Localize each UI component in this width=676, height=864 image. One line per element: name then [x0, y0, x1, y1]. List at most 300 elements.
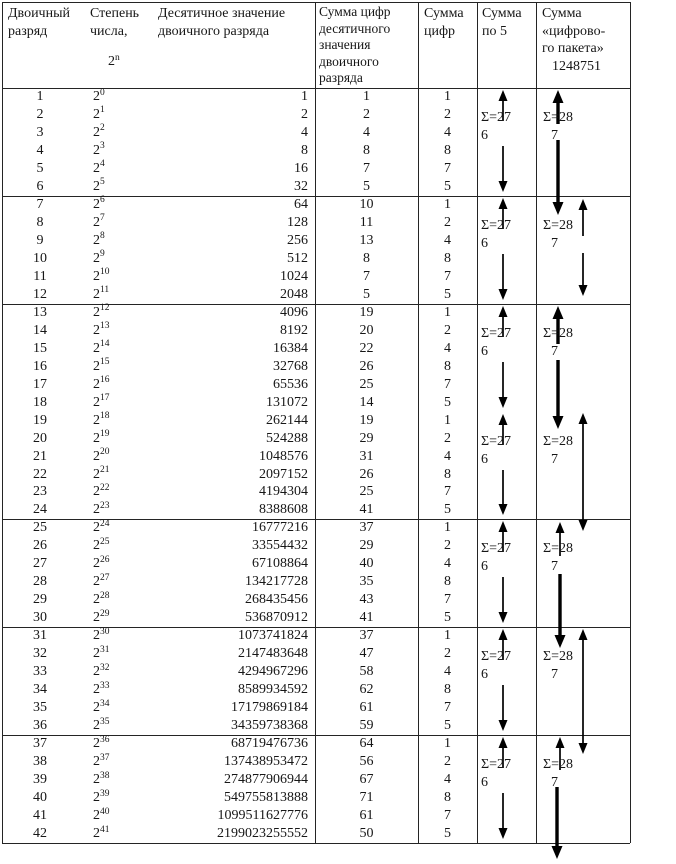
cell-decimal-value: 32768 [273, 358, 308, 374]
column-header-decimal-digit-sum-line1: Сумма цифр [319, 4, 391, 19]
down-arrow [553, 360, 564, 429]
cell-decimal-digit-sum: 8 [363, 142, 370, 158]
power-base: 2 [93, 430, 100, 446]
cell-decimal-digit-sum: 37 [359, 628, 374, 644]
power-base: 2 [93, 502, 100, 518]
cell-decimal-digit-sum: 62 [359, 682, 374, 698]
power-base: 2 [93, 628, 100, 644]
power-base: 2 [93, 538, 100, 554]
cell-decimal-digit-sum: 67 [359, 772, 374, 788]
cell-digit-sum: 2 [444, 430, 451, 446]
power-exponent: 22 [100, 482, 110, 493]
cell-decimal-value: 17179869184 [231, 700, 308, 716]
power-base: 2 [93, 484, 100, 500]
power-exponent: 20 [100, 447, 110, 458]
cell-digit-sum: 4 [444, 232, 451, 248]
cell-decimal-value: 1048576 [259, 448, 308, 464]
sum-by-5-digit: 6 [481, 775, 488, 790]
cell-decimal-digit-sum: 4 [363, 124, 370, 140]
digit-packet-digit: 7 [551, 667, 558, 682]
power-exponent: 18 [100, 411, 110, 422]
power-base: 2 [93, 556, 100, 572]
cell-decimal-digit-sum: 25 [359, 484, 374, 500]
cell-binary-digit: 11 [33, 268, 47, 284]
digit-packet-digit: 7 [551, 344, 558, 359]
power-exponent: 14 [100, 339, 110, 350]
power-exponent: 31 [100, 644, 110, 655]
sum-by-5-total: Σ=27 [481, 541, 512, 556]
power-exponent: 32 [100, 662, 110, 673]
cell-digit-sum: 4 [444, 772, 451, 788]
sum-by-5-digit: 6 [481, 128, 488, 143]
cell-binary-digit: 39 [33, 772, 47, 788]
power-exponent: 36 [100, 734, 110, 745]
cell-decimal-value: 67108864 [252, 556, 308, 572]
power-base: 2 [93, 646, 100, 662]
power-exponent: 28 [100, 590, 110, 601]
cell-decimal-digit-sum: 13 [359, 232, 374, 248]
cell-binary-digit: 34 [33, 682, 47, 698]
cell-binary-digit: 9 [36, 232, 44, 248]
cell-decimal-value: 524288 [266, 430, 308, 446]
cell-decimal-digit-sum: 5 [363, 286, 370, 302]
cell-decimal-digit-sum: 7 [363, 160, 370, 176]
cell-decimal-value: 134217728 [245, 574, 308, 590]
cell-digit-sum: 2 [444, 322, 451, 338]
power-exponent: 5 [100, 177, 105, 188]
power-exponent: 35 [100, 716, 110, 727]
cell-binary-digit: 36 [33, 718, 47, 734]
power-base: 2 [93, 124, 100, 140]
power-exponent: 24 [100, 518, 110, 529]
sum-by-5-total: Σ=27 [481, 649, 512, 664]
cell-digit-sum: 8 [444, 142, 451, 158]
column-header-sum-by-5-line1: Сумма [482, 6, 522, 21]
cell-decimal-value: 33554432 [252, 538, 308, 554]
cell-decimal-value: 4096 [280, 304, 308, 320]
power-exponent: 15 [100, 357, 110, 368]
column-header-digit-packet-sum-line3: го пакета» [542, 41, 604, 56]
power-exponent: 37 [100, 752, 110, 763]
column-header-digit-sum-line2: цифр [424, 23, 456, 39]
cell-decimal-digit-sum: 41 [359, 610, 374, 626]
power-exponent: 9 [100, 249, 105, 260]
sum-by-5-digit: 6 [481, 236, 488, 251]
cell-binary-digit: 1 [36, 89, 44, 104]
cell-decimal-value: 2048 [280, 286, 308, 302]
cell-digit-sum: 1 [444, 89, 451, 104]
cell-decimal-value: 65536 [273, 376, 308, 392]
power-exponent: 0 [100, 87, 105, 98]
cell-binary-digit: 15 [33, 340, 47, 356]
cell-decimal-digit-sum: 40 [359, 556, 374, 572]
cell-decimal-digit-sum: 8 [363, 250, 370, 266]
power-base: 2 [93, 160, 100, 176]
power-base: 2 [93, 808, 100, 824]
cell-decimal-value: 137438953472 [224, 754, 308, 770]
power-exponent: 17 [100, 393, 110, 404]
cell-digit-sum: 8 [444, 466, 451, 482]
cell-decimal-value: 2 [301, 106, 308, 122]
down-arrow [579, 253, 588, 296]
cell-digit-sum: 1 [444, 628, 451, 644]
power-base: 2 [93, 268, 100, 284]
cell-digit-sum: 8 [444, 250, 451, 266]
cell-binary-digit: 33 [33, 664, 47, 680]
cell-digit-sum: 8 [444, 574, 451, 590]
cell-binary-digit: 40 [33, 790, 47, 806]
column-header-decimal-digit-sum-line3: значения [319, 37, 371, 53]
column-header-digit-packet-sum-line2: «цифрово- [542, 23, 606, 39]
cell-decimal-digit-sum: 29 [359, 430, 374, 446]
cell-binary-digit: 21 [33, 448, 47, 464]
cell-decimal-digit-sum: 11 [359, 214, 374, 230]
cell-digit-sum: 2 [444, 214, 451, 230]
power-base: 2 [93, 592, 100, 608]
cell-digit-sum: 1 [444, 412, 451, 428]
power-base: 2 [93, 304, 100, 320]
cell-binary-digit: 14 [33, 322, 47, 338]
cell-binary-digit: 19 [33, 412, 47, 428]
cell-decimal-digit-sum: 50 [359, 826, 374, 842]
cell-decimal-digit-sum: 47 [359, 646, 374, 662]
cell-decimal-value: 536870912 [245, 610, 308, 626]
power-base: 2 [93, 376, 100, 392]
power-exponent: 19 [100, 429, 110, 440]
power-base: 2 [93, 358, 100, 374]
column-header-decimal-value-line1: Десятичное значение [158, 6, 286, 21]
power-base: 2 [93, 574, 100, 590]
digit-packet-digit: 7 [551, 236, 558, 251]
cell-decimal-digit-sum: 22 [359, 340, 374, 356]
cell-binary-digit: 13 [33, 304, 47, 320]
cell-decimal-digit-sum: 35 [359, 574, 374, 590]
cell-decimal-value: 68719476736 [231, 736, 308, 752]
digit-packet-digit: 7 [551, 128, 558, 143]
power-base: 2 [93, 736, 100, 752]
cell-binary-digit: 8 [36, 214, 44, 230]
double-arrow [579, 413, 588, 531]
cell-decimal-digit-sum: 26 [359, 466, 374, 482]
cell-digit-sum: 4 [444, 556, 451, 572]
cell-decimal-value: 128 [287, 214, 308, 230]
cell-binary-digit: 32 [33, 646, 47, 662]
digit-packet-total: Σ=28 [543, 434, 574, 449]
power-exponent: 25 [100, 536, 110, 547]
power-base: 2 [93, 610, 100, 626]
cell-digit-sum: 5 [444, 178, 451, 194]
cell-decimal-digit-sum: 19 [359, 304, 374, 320]
cell-binary-digit: 12 [33, 286, 47, 302]
column-header-power-of-two-line2: числа, [90, 23, 128, 39]
cell-digit-sum: 7 [444, 268, 451, 284]
cell-decimal-value: 1099511627776 [217, 808, 308, 824]
sum-by-5-digit: 6 [481, 667, 488, 682]
down-arrow [553, 140, 564, 215]
cell-digit-sum: 2 [444, 538, 451, 554]
column-header-decimal-digit-sum-line5: разряда [319, 70, 363, 86]
cell-digit-sum: 5 [444, 718, 451, 734]
cell-digit-sum: 7 [444, 592, 451, 608]
power-base: 2 [93, 196, 100, 212]
cell-digit-sum: 4 [444, 124, 451, 140]
power-base: 2 [93, 466, 100, 482]
cell-digit-sum: 4 [444, 340, 451, 356]
power-base: 2 [93, 142, 100, 158]
cell-binary-digit: 22 [33, 466, 47, 482]
column-header-digit-sum-line1: Сумма [424, 6, 464, 21]
power-base: 2 [93, 718, 100, 734]
digit-packet-total: Σ=28 [543, 757, 574, 772]
power-exponent: 30 [100, 626, 110, 637]
cell-digit-sum: 7 [444, 376, 451, 392]
cell-binary-digit: 5 [36, 160, 44, 176]
cell-decimal-value: 256 [287, 232, 308, 248]
column-header-digit-packet-sum-line4: 1248751 [552, 58, 601, 74]
cell-decimal-digit-sum: 43 [359, 592, 374, 608]
power-base: 2 [93, 520, 100, 536]
cell-binary-digit: 20 [33, 430, 47, 446]
power-exponent: 23 [100, 500, 110, 511]
cell-digit-sum: 2 [444, 754, 451, 770]
cell-binary-digit: 41 [33, 808, 47, 824]
cell-binary-digit: 24 [33, 502, 47, 518]
power-base: 2 [93, 700, 100, 716]
cell-binary-digit: 7 [36, 196, 44, 212]
cell-decimal-digit-sum: 64 [359, 736, 374, 752]
power-base: 2 [93, 178, 100, 194]
cell-decimal-digit-sum: 1 [363, 89, 370, 104]
power-base: 2 [93, 754, 100, 770]
digit-packet-total: Σ=28 [543, 326, 574, 341]
digit-packet-total: Σ=28 [543, 541, 574, 556]
cell-decimal-value: 4294967296 [238, 664, 308, 680]
cell-decimal-value: 1073741824 [238, 628, 308, 644]
cell-decimal-value: 8589934592 [238, 682, 308, 698]
cell-digit-sum: 8 [444, 682, 451, 698]
power-exponent: 38 [100, 770, 110, 781]
cell-decimal-value: 8192 [280, 322, 308, 338]
cell-digit-sum: 1 [444, 520, 451, 536]
cell-decimal-value: 274877906944 [224, 772, 308, 788]
column-header-decimal-digit-sum-line2: десятичного [319, 20, 391, 36]
sum-by-5-digit: 6 [481, 344, 488, 359]
cell-decimal-value: 1 [301, 89, 308, 104]
cell-digit-sum: 5 [444, 286, 451, 302]
cell-decimal-digit-sum: 10 [359, 196, 374, 212]
cell-binary-digit: 30 [33, 610, 47, 626]
cell-decimal-digit-sum: 59 [359, 718, 374, 734]
sum-by-5-total: Σ=27 [481, 326, 512, 341]
down-arrow [499, 362, 508, 408]
digit-packet-total: Σ=28 [543, 649, 574, 664]
cell-decimal-value: 8 [301, 142, 308, 158]
power-base: 2 [108, 54, 115, 69]
cell-decimal-value: 32 [294, 178, 308, 194]
cell-decimal-value: 16 [294, 160, 308, 176]
column-header-power-of-two-line1: Степень [90, 6, 140, 21]
cell-decimal-value: 4 [301, 124, 308, 140]
column-header-sum-by-5-line2: по 5 [482, 23, 507, 39]
power-base: 2 [93, 772, 100, 788]
power-base: 2 [93, 322, 100, 338]
down-arrow [499, 254, 508, 300]
cell-decimal-digit-sum: 61 [359, 808, 374, 824]
cell-binary-digit: 17 [33, 376, 47, 392]
cell-digit-sum: 7 [444, 808, 451, 824]
down-arrow [499, 577, 508, 623]
power-exponent: 26 [100, 554, 110, 565]
sum-by-5-digit: 6 [481, 559, 488, 574]
cell-decimal-value: 34359738368 [231, 718, 308, 734]
digit-packet-digit: 7 [551, 452, 558, 467]
sum-by-5-total: Σ=27 [481, 110, 512, 125]
power-exponent: 40 [100, 806, 110, 817]
double-arrow [579, 629, 588, 754]
cell-decimal-digit-sum: 19 [359, 412, 374, 428]
power-exponent: 27 [100, 572, 110, 583]
digit-packet-total: Σ=28 [543, 218, 574, 233]
cell-binary-digit: 31 [33, 628, 47, 644]
cell-decimal-value: 16777216 [252, 520, 308, 536]
cell-digit-sum: 4 [444, 448, 451, 464]
cell-binary-digit: 38 [33, 754, 47, 770]
sum-by-5-total: Σ=27 [481, 757, 512, 772]
power-exponent: n [115, 52, 120, 63]
cell-binary-digit: 2 [36, 106, 44, 122]
cell-digit-sum: 5 [444, 826, 451, 842]
cell-binary-digit: 6 [36, 178, 44, 194]
cell-digit-sum: 1 [444, 196, 451, 212]
power-exponent: 41 [100, 824, 110, 835]
cell-decimal-value: 262144 [266, 412, 308, 428]
down-arrow [499, 470, 508, 515]
power-base: 2 [93, 394, 100, 410]
cell-digit-sum: 7 [444, 160, 451, 176]
sum-by-5-total: Σ=27 [481, 218, 512, 233]
cell-decimal-digit-sum: 25 [359, 376, 374, 392]
cell-decimal-value: 2199023255552 [217, 826, 308, 842]
power-base: 2 [93, 214, 100, 230]
power-exponent: 10 [100, 267, 110, 278]
cell-digit-sum: 2 [444, 106, 451, 122]
down-arrow [499, 685, 508, 731]
cell-decimal-digit-sum: 56 [359, 754, 374, 770]
cell-binary-digit: 42 [33, 826, 47, 842]
cell-binary-digit: 29 [33, 592, 47, 608]
sum-by-5-digit: 6 [481, 452, 488, 467]
power-base: 2 [93, 286, 100, 302]
power-base: 2 [93, 826, 100, 842]
cell-digit-sum: 2 [444, 646, 451, 662]
cell-decimal-digit-sum: 7 [363, 268, 370, 284]
cell-binary-digit: 18 [33, 394, 47, 410]
down-arrow [555, 574, 566, 648]
power-exponent: 12 [100, 303, 110, 314]
cell-decimal-digit-sum: 2 [363, 106, 370, 122]
column-header-binary-digit-line1: Двоичный [8, 6, 70, 21]
cell-decimal-digit-sum: 5 [363, 178, 370, 194]
cell-decimal-value: 1024 [280, 268, 308, 284]
cell-decimal-value: 8388608 [259, 502, 308, 518]
cell-decimal-value: 16384 [273, 340, 308, 356]
power-exponent: 4 [100, 159, 105, 170]
power-base: 2 [93, 106, 100, 122]
power-exponent: 29 [100, 608, 110, 619]
cell-digit-sum: 1 [444, 304, 451, 320]
digit-packet-total: Σ=28 [543, 110, 574, 125]
cell-decimal-digit-sum: 37 [359, 520, 374, 536]
column-header-power-formula [108, 52, 120, 72]
power-exponent: 39 [100, 788, 110, 799]
power-exponent: 1 [100, 105, 105, 116]
power-base: 2 [93, 448, 100, 464]
cell-decimal-digit-sum: 41 [359, 502, 374, 518]
column-header-decimal-digit-sum-line4: двоичного [319, 53, 379, 69]
power-base: 2 [93, 89, 100, 104]
power-base: 2 [93, 232, 100, 248]
cell-digit-sum: 5 [444, 610, 451, 626]
cell-decimal-digit-sum: 71 [359, 790, 374, 806]
power-base: 2 [93, 250, 100, 266]
cell-digit-sum: 5 [444, 394, 451, 410]
cell-decimal-digit-sum: 26 [359, 358, 374, 374]
cell-decimal-value: 512 [287, 250, 308, 266]
power-exponent: 34 [100, 698, 110, 709]
cell-decimal-value: 4194304 [259, 484, 308, 500]
power-base: 2 [93, 340, 100, 356]
up-arrow [579, 199, 588, 236]
column-header-binary-digit-line2: разряд [8, 23, 48, 39]
cell-digit-sum: 8 [444, 790, 451, 806]
cell-binary-digit: 27 [33, 556, 47, 572]
column-header-digit-packet-sum-line1: Сумма [542, 6, 582, 21]
cell-binary-digit: 10 [33, 250, 47, 266]
power-exponent: 33 [100, 680, 110, 691]
cell-binary-digit: 4 [36, 142, 44, 158]
cell-decimal-digit-sum: 14 [359, 394, 374, 410]
power-exponent: 11 [100, 285, 110, 296]
cell-decimal-value: 2147483648 [238, 646, 308, 662]
down-arrow [552, 787, 563, 859]
cell-binary-digit: 37 [33, 736, 47, 752]
cell-binary-digit: 3 [36, 124, 44, 140]
sum-by-5-total: Σ=27 [481, 434, 512, 449]
cell-digit-sum: 7 [444, 700, 451, 716]
power-exponent: 3 [100, 141, 105, 152]
cell-decimal-digit-sum: 58 [359, 664, 374, 680]
digit-packet-digit: 7 [551, 775, 558, 790]
power-base: 2 [93, 664, 100, 680]
cell-digit-sum: 1 [444, 736, 451, 752]
cell-digit-sum: 5 [444, 502, 451, 518]
power-exponent: 21 [100, 465, 110, 475]
power-exponent: 2 [100, 123, 105, 134]
power-exponent: 16 [100, 375, 110, 386]
cell-decimal-value: 549755813888 [224, 790, 308, 806]
cell-binary-digit: 26 [33, 538, 47, 554]
cell-decimal-value: 2097152 [259, 466, 308, 482]
cell-decimal-digit-sum: 20 [359, 322, 374, 338]
cell-decimal-value: 268435456 [245, 592, 308, 608]
cell-binary-digit: 23 [33, 484, 47, 500]
cell-binary-digit: 25 [33, 520, 47, 536]
down-arrow [499, 793, 508, 839]
column-header-decimal-value-line2: двоичного разряда [158, 23, 270, 39]
digit-packet-digit: 7 [551, 559, 558, 574]
power-exponent: 6 [100, 195, 105, 206]
power-base: 2 [93, 790, 100, 806]
